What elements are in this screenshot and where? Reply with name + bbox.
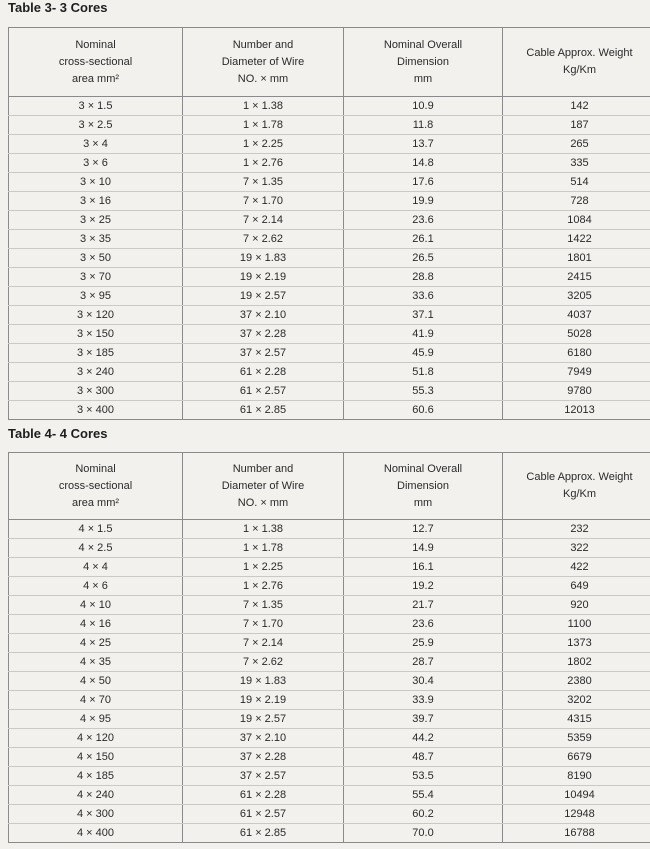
column-header-line: Diameter of Wire (221, 479, 305, 492)
cell-wire: 19 × 1.83 (183, 249, 344, 268)
cell-weight: 12948 (503, 805, 650, 824)
cell-weight: 1084 (503, 211, 650, 230)
cell-wire: 37 × 2.57 (183, 767, 344, 786)
cell-wire: 1 × 2.76 (183, 577, 344, 596)
cell-weight: 232 (503, 520, 650, 539)
cell-wire: 37 × 2.57 (183, 344, 344, 363)
cell-wire: 1 × 1.38 (183, 97, 344, 116)
column-header-weight (503, 28, 650, 97)
table-row (9, 116, 650, 135)
cell-weight: 1422 (503, 230, 650, 249)
cell-wire: 1 × 1.38 (183, 520, 344, 539)
cell-weight: 5359 (503, 729, 650, 748)
cell-dimension: 37.1 (344, 306, 503, 325)
table-row (9, 520, 650, 539)
cell-weight: 920 (503, 596, 650, 615)
table-header-row (9, 28, 650, 97)
cell-dimension: 30.4 (344, 672, 503, 691)
table-row (9, 173, 650, 192)
column-header-line: NO. × mm (237, 496, 289, 509)
cell-dimension: 41.9 (344, 325, 503, 344)
column-header-line: Kg/Km (562, 488, 596, 500)
column-header-line: Nominal (75, 462, 116, 475)
table-3-title: Table 3- 3 Cores (8, 0, 108, 15)
column-header-line: Dimension (397, 55, 449, 68)
cell-wire: 19 × 2.19 (183, 268, 344, 287)
cell-area: 4 × 16 (9, 615, 183, 634)
cell-area: 3 × 120 (9, 306, 183, 325)
cell-area: 4 × 70 (9, 691, 183, 710)
table-row (9, 363, 650, 382)
column-header-line: Diameter of Wire (221, 55, 305, 68)
cell-dimension: 16.1 (344, 558, 503, 577)
cell-wire: 1 × 1.78 (183, 539, 344, 558)
cell-area: 4 × 95 (9, 710, 183, 729)
cell-dimension: 19.2 (344, 577, 503, 596)
table-row (9, 97, 650, 116)
cell-weight: 335 (503, 154, 650, 173)
table-row (9, 634, 650, 653)
column-header-line: cross-sectional (58, 479, 133, 492)
cell-weight: 8190 (503, 767, 650, 786)
table-4-title: Table 4- 4 Cores (8, 426, 108, 441)
cell-wire: 7 × 2.62 (183, 653, 344, 672)
cell-area: 3 × 25 (9, 211, 183, 230)
table-row (9, 767, 650, 786)
cell-area: 3 × 95 (9, 287, 183, 306)
cell-wire: 19 × 2.57 (183, 710, 344, 729)
column-header-line: Nominal Overall (383, 38, 463, 51)
cell-dimension: 53.5 (344, 767, 503, 786)
column-header-line: Cable Approx. Weight (526, 47, 633, 59)
cell-weight: 6180 (503, 344, 650, 363)
cell-wire: 7 × 2.62 (183, 230, 344, 249)
column-header-area (9, 453, 183, 520)
cell-weight: 16788 (503, 824, 650, 843)
cell-area: 4 × 150 (9, 748, 183, 767)
cell-wire: 19 × 2.19 (183, 691, 344, 710)
table-row (9, 786, 650, 805)
table-row (9, 805, 650, 824)
cell-wire: 1 × 2.76 (183, 154, 344, 173)
table-3-cores (8, 27, 650, 420)
cell-area: 4 × 2.5 (9, 539, 183, 558)
cell-dimension: 25.9 (344, 634, 503, 653)
table-row (9, 306, 650, 325)
cell-dimension: 55.3 (344, 382, 503, 401)
column-header-line: Dimension (397, 479, 449, 492)
cell-wire: 1 × 2.25 (183, 135, 344, 154)
table-row (9, 710, 650, 729)
table-row (9, 192, 650, 211)
cell-dimension: 28.7 (344, 653, 503, 672)
cell-weight: 12013 (503, 401, 650, 420)
cell-area: 3 × 10 (9, 173, 183, 192)
cell-wire: 61 × 2.85 (183, 401, 344, 420)
column-header-line: Nominal (75, 38, 116, 51)
column-header-line: area mm² (71, 496, 120, 509)
table-row (9, 287, 650, 306)
cell-area: 3 × 1.5 (9, 97, 183, 116)
column-header-wire (183, 28, 344, 97)
table-row (9, 268, 650, 287)
cell-weight: 422 (503, 558, 650, 577)
cell-dimension: 55.4 (344, 786, 503, 805)
table-row (9, 596, 650, 615)
cell-dimension: 12.7 (344, 520, 503, 539)
cell-weight: 9780 (503, 382, 650, 401)
cell-weight: 2415 (503, 268, 650, 287)
cell-weight: 728 (503, 192, 650, 211)
cell-area: 4 × 240 (9, 786, 183, 805)
table-row (9, 615, 650, 634)
cell-area: 4 × 50 (9, 672, 183, 691)
table-row (9, 344, 650, 363)
cell-weight: 3205 (503, 287, 650, 306)
cell-area: 3 × 300 (9, 382, 183, 401)
cell-weight: 7949 (503, 363, 650, 382)
cell-dimension: 33.9 (344, 691, 503, 710)
cell-area: 3 × 50 (9, 249, 183, 268)
cell-area: 3 × 400 (9, 401, 183, 420)
cell-dimension: 14.9 (344, 539, 503, 558)
cell-weight: 10494 (503, 786, 650, 805)
column-header-wire (183, 453, 344, 520)
cell-dimension: 60.2 (344, 805, 503, 824)
cell-weight: 322 (503, 539, 650, 558)
cell-dimension: 33.6 (344, 287, 503, 306)
table-row (9, 691, 650, 710)
cell-weight: 2380 (503, 672, 650, 691)
cell-wire: 7 × 2.14 (183, 634, 344, 653)
table-row (9, 729, 650, 748)
cell-area: 3 × 6 (9, 154, 183, 173)
table-row (9, 154, 650, 173)
cell-wire: 37 × 2.10 (183, 306, 344, 325)
cell-weight: 1802 (503, 653, 650, 672)
cell-area: 4 × 300 (9, 805, 183, 824)
cell-wire: 7 × 2.14 (183, 211, 344, 230)
cell-dimension: 51.8 (344, 363, 503, 382)
table-row (9, 325, 650, 344)
table-row (9, 382, 650, 401)
cell-dimension: 23.6 (344, 211, 503, 230)
cell-weight: 6679 (503, 748, 650, 767)
cell-area: 3 × 2.5 (9, 116, 183, 135)
cell-area: 4 × 4 (9, 558, 183, 577)
cell-weight: 4037 (503, 306, 650, 325)
column-header-line: Kg/Km (562, 64, 596, 76)
cell-weight: 4315 (503, 710, 650, 729)
cell-area: 3 × 185 (9, 344, 183, 363)
cell-wire: 61 × 2.57 (183, 382, 344, 401)
cell-wire: 7 × 1.70 (183, 192, 344, 211)
column-header-line: mm (413, 496, 433, 509)
cell-dimension: 28.8 (344, 268, 503, 287)
cell-dimension: 45.9 (344, 344, 503, 363)
cell-dimension: 10.9 (344, 97, 503, 116)
cell-area: 4 × 1.5 (9, 520, 183, 539)
table-row (9, 672, 650, 691)
cell-dimension: 44.2 (344, 729, 503, 748)
table-row (9, 558, 650, 577)
cell-area: 3 × 35 (9, 230, 183, 249)
cell-weight: 5028 (503, 325, 650, 344)
cell-area: 4 × 120 (9, 729, 183, 748)
cell-wire: 61 × 2.57 (183, 805, 344, 824)
cell-area: 4 × 10 (9, 596, 183, 615)
cell-area: 4 × 400 (9, 824, 183, 843)
cell-dimension: 14.8 (344, 154, 503, 173)
table-row (9, 577, 650, 596)
cell-weight: 142 (503, 97, 650, 116)
cell-wire: 61 × 2.28 (183, 363, 344, 382)
column-header-line: Number and (232, 462, 294, 475)
table-row (9, 748, 650, 767)
cell-weight: 1100 (503, 615, 650, 634)
table-row (9, 401, 650, 420)
cell-wire: 7 × 1.35 (183, 596, 344, 615)
column-header-line: Number and (232, 38, 294, 51)
cell-weight: 187 (503, 116, 650, 135)
table-row (9, 824, 650, 843)
cell-area: 3 × 70 (9, 268, 183, 287)
cell-dimension: 26.5 (344, 249, 503, 268)
cell-weight: 1373 (503, 634, 650, 653)
cell-dimension: 19.9 (344, 192, 503, 211)
cell-area: 3 × 150 (9, 325, 183, 344)
column-header-line: mm (413, 72, 433, 85)
cell-weight: 1801 (503, 249, 650, 268)
cell-area: 3 × 240 (9, 363, 183, 382)
cell-dimension: 17.6 (344, 173, 503, 192)
table-row (9, 135, 650, 154)
cell-wire: 7 × 1.35 (183, 173, 344, 192)
cell-wire: 1 × 2.25 (183, 558, 344, 577)
cell-dimension: 48.7 (344, 748, 503, 767)
cell-dimension: 21.7 (344, 596, 503, 615)
cell-dimension: 70.0 (344, 824, 503, 843)
table-4-cores (8, 452, 650, 843)
cell-weight: 514 (503, 173, 650, 192)
table-row (9, 539, 650, 558)
cell-wire: 61 × 2.85 (183, 824, 344, 843)
column-header-line: NO. × mm (237, 72, 289, 85)
cell-area: 3 × 4 (9, 135, 183, 154)
cell-dimension: 39.7 (344, 710, 503, 729)
cell-dimension: 60.6 (344, 401, 503, 420)
column-header-line: Nominal Overall (383, 462, 463, 475)
cell-wire: 19 × 1.83 (183, 672, 344, 691)
cell-weight: 649 (503, 577, 650, 596)
cell-dimension: 11.8 (344, 116, 503, 135)
cell-weight: 265 (503, 135, 650, 154)
table-row (9, 249, 650, 268)
cell-wire: 37 × 2.28 (183, 325, 344, 344)
column-header-area (9, 28, 183, 97)
cell-dimension: 26.1 (344, 230, 503, 249)
cell-wire: 7 × 1.70 (183, 615, 344, 634)
column-header-weight (503, 453, 650, 520)
cell-area: 4 × 35 (9, 653, 183, 672)
cell-wire: 61 × 2.28 (183, 786, 344, 805)
cell-dimension: 13.7 (344, 135, 503, 154)
cell-wire: 37 × 2.28 (183, 748, 344, 767)
cell-area: 4 × 25 (9, 634, 183, 653)
cell-area: 3 × 16 (9, 192, 183, 211)
cell-wire: 37 × 2.10 (183, 729, 344, 748)
table-header-row (9, 453, 650, 520)
column-header-line: Cable Approx. Weight (526, 471, 633, 483)
cell-weight: 3202 (503, 691, 650, 710)
cell-dimension: 23.6 (344, 615, 503, 634)
column-header-line: area mm² (71, 72, 120, 85)
cell-area: 4 × 185 (9, 767, 183, 786)
cell-area: 4 × 6 (9, 577, 183, 596)
cell-wire: 1 × 1.78 (183, 116, 344, 135)
table-row (9, 230, 650, 249)
column-header-dimension (344, 453, 503, 520)
cell-wire: 19 × 2.57 (183, 287, 344, 306)
column-header-dimension (344, 28, 503, 97)
table-row (9, 211, 650, 230)
column-header-line: cross-sectional (58, 55, 133, 68)
table-row (9, 653, 650, 672)
